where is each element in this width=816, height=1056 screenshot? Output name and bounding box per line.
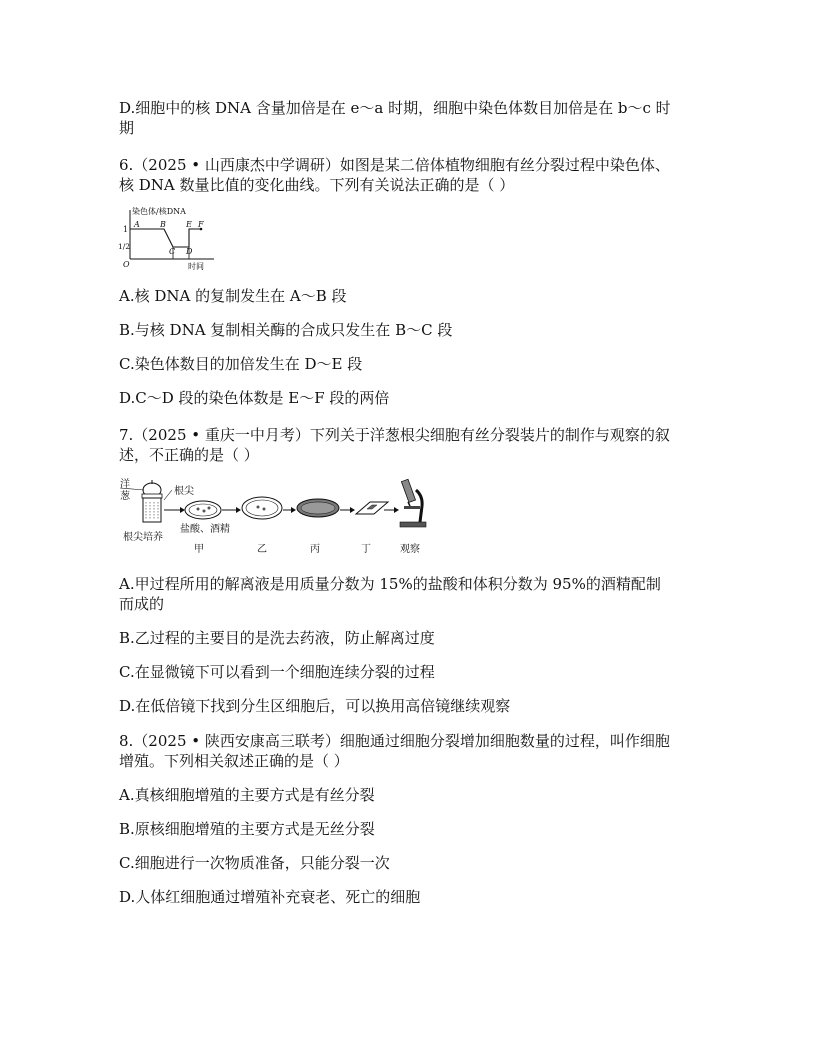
q8-stem-line2: 增殖。下列相关叙述正确的是（ ） [119, 752, 349, 770]
q7-option-b: B.乙过程的主要目的是洗去药液，防止解离过度 [119, 629, 435, 647]
q6-ytick-half: 1/2 [118, 242, 131, 251]
q8-option-a: A.真核细胞增殖的主要方式是有丝分裂 [119, 786, 375, 804]
q7-dish-jia [185, 501, 221, 519]
q8-stem-line1: 8.（2025 • 陕西安康高三联考）细胞通过细胞分裂增加细胞数量的过程，叫作细胞 [119, 732, 670, 750]
q7-option-d: D.在低倍镜下找到分生区细胞后，可以换用高倍镜继续观察 [119, 697, 511, 715]
q7-dish-yi [242, 497, 282, 519]
q7-stem-line1: 7.（2025 • 重庆一中月考）下列关于洋葱根尖细胞有丝分裂装片的制作与观察的叙 [119, 426, 670, 444]
q7-procedure-figure [118, 476, 436, 558]
q7-root-tip-label: 根尖 [174, 486, 194, 497]
q8-option-c: C.细胞进行一次物质准备，只能分裂一次 [119, 854, 390, 872]
q6-origin: O [123, 260, 130, 269]
q6-option-d: D.C～D 段的染色体数是 E～F 段的两倍 [119, 389, 390, 407]
q6-curve [130, 229, 201, 247]
q7-option-c: C.在显微镜下可以看到一个细胞连续分裂的过程 [119, 663, 435, 681]
q5-option-d-line1: D.细胞中的核 DNA 含量加倍是在 e～a 时期，细胞中染色体数目加倍是在 b～c 时 [119, 99, 671, 117]
q6-x-label: 时间 [188, 262, 204, 271]
q6-option-a: A.核 DNA 的复制发生在 A～B 段 [119, 287, 347, 305]
q7-slide-ding [356, 502, 388, 514]
q7-onion-label-1: 洋 [120, 479, 130, 490]
q7-label-observe: 观察 [400, 544, 420, 555]
q7-onion-jar [142, 480, 162, 522]
q7-stem-line2: 述，不正确的是（ ） [119, 446, 259, 464]
q7-reagents-label: 盐酸、酒精 [180, 524, 230, 535]
q7-label-ding: 丁 [361, 544, 371, 555]
q7-label-bing: 丙 [310, 544, 320, 555]
q7-microscope-icon [400, 479, 426, 527]
q7-onion-label-2: 葱 [120, 491, 130, 502]
q6-option-c: C.染色体数目的加倍发生在 D～E 段 [119, 355, 363, 373]
q6-label-c: C [169, 247, 176, 256]
q6-label-b: B [160, 220, 166, 229]
q7-label-jia: 甲 [194, 544, 204, 555]
q5-option-d-line2: 期 [119, 119, 135, 137]
q6-label-e: E [186, 220, 192, 229]
q7-culture-label: 根尖培养 [123, 532, 163, 543]
q6-stem-line1: 6.（2025 • 山西康杰中学调研）如图是某二倍体植物细胞有丝分裂过程中染色体、 [119, 156, 670, 174]
q7-dish-bing [297, 499, 339, 517]
q7-option-a-line1: A.甲过程所用的解离液是用质量分数为 15%的盐酸和体积分数为 95%的酒精配制 [119, 575, 661, 593]
q6-label-f: F [198, 220, 204, 229]
q6-label-a: A [134, 220, 140, 229]
q6-y-label: 染色体/核DNA [132, 207, 186, 216]
q6-label-d: D [186, 247, 193, 256]
q8-option-b: B.原核细胞增殖的主要方式是无丝分裂 [119, 820, 375, 838]
q7-label-yi: 乙 [257, 544, 267, 555]
q6-option-b: B.与核 DNA 复制相关酶的合成只发生在 B～C 段 [119, 321, 453, 339]
q7-option-a-line2: 而成的 [119, 595, 165, 613]
q8-option-d: D.人体红细胞通过增殖补充衰老、死亡的细胞 [119, 888, 421, 906]
q6-chart [118, 204, 218, 272]
q6-ytick-1: 1 [123, 225, 129, 234]
q6-stem-line2: 核 DNA 数量比值的变化曲线。下列有关说法正确的是（ ） [119, 176, 515, 194]
